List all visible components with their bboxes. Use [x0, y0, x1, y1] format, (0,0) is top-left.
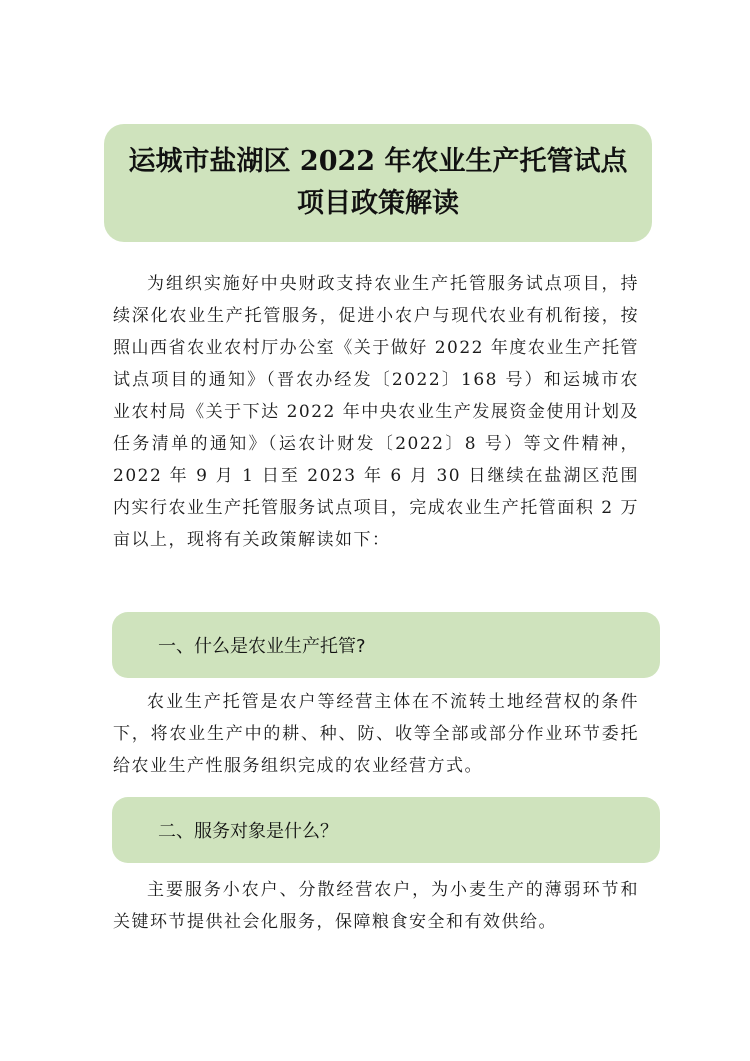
- title-banner: [104, 124, 652, 242]
- document-title: 运城市盐湖区 2022 年农业生产托管试点项目政策解读: [128, 146, 628, 219]
- section-1-heading: 一、什么是农业生产托管?: [158, 636, 366, 657]
- section-2-heading: 二、服务对象是什么？: [158, 821, 338, 842]
- section-2-banner: [112, 797, 660, 863]
- section-1-banner: [112, 612, 660, 678]
- section-1-body: 农业生产托管是农户等经营主体在不流转土地经营权的条件下，将农业生产中的耕、种、防、收等全部或部分作业环节委托给农业生产性服务组织完成的农业经营方式。: [113, 692, 639, 776]
- intro-paragraph: 为组织实施好中央财政支持农业生产托管服务试点项目，持续深化农业生产托管服务，促进小农户与现代农业有机衔接，按照山西省农业农村厅办公室《关于做好 2022 年度农业生产托管试点项目的通知》（晋农办经发〔2022〕168 号）和运城市农业农村局《关于下达 2022 年中央农业生产发展资金使用计划及任务清单的通知》（运农计财发〔2022〕8 号）等文件精神，2022 年 9 月 1 日至 2023 年 6 月 30 日继续在盐湖区范围内实行农业生产托管服务试点项目，完成农业生产托管面积 2 万亩以上，现将有关政策解读如下：: [113, 274, 639, 550]
- section-2-body: 主要服务小农户、分散经营农户，为小麦生产的薄弱环节和关键环节提供社会化服务，保障粮食安全和有效供给。: [113, 880, 639, 932]
